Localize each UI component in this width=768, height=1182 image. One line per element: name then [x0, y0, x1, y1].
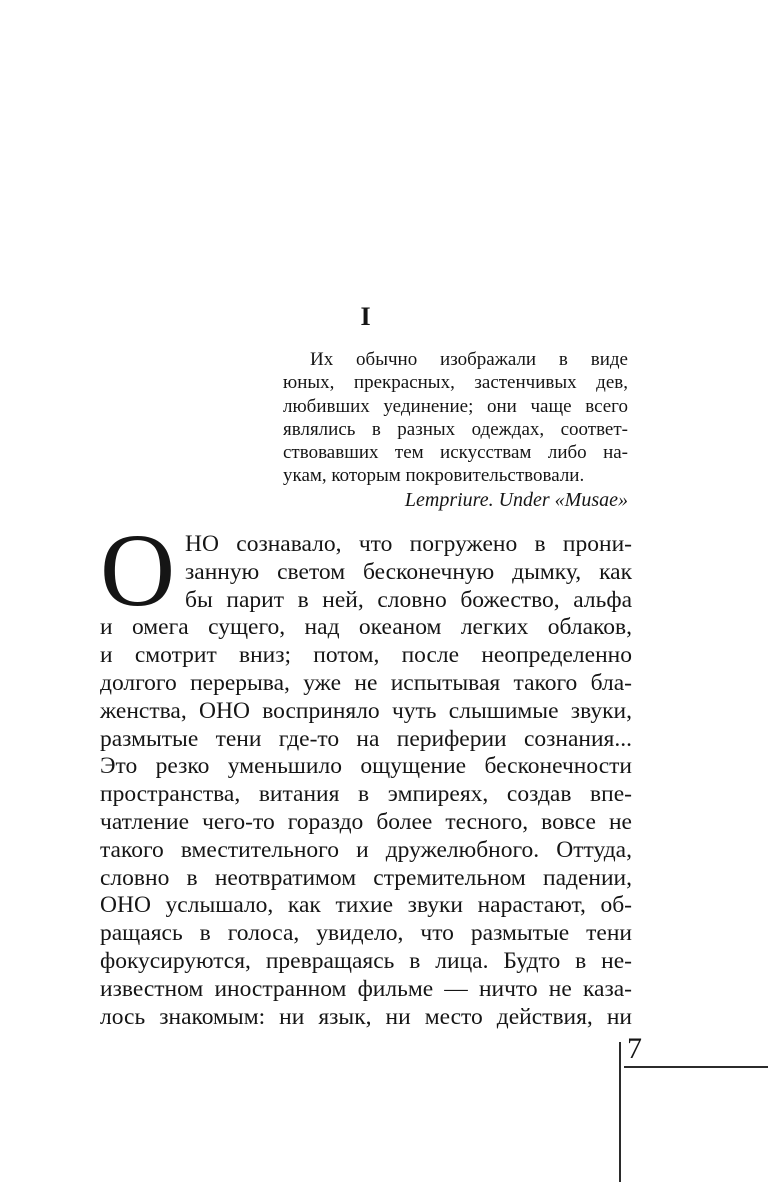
- body-line: известном иностранном фильме — ничто не каза-: [100, 975, 632, 1002]
- body-line: НО сознавало, что погружено в прони-: [185, 531, 632, 557]
- body-line: словно в неотвратимом стремительном падении,: [100, 864, 632, 891]
- epigraph-line: Их обычно изображали в виде: [310, 349, 628, 370]
- body-line: Это резко уменьшило ощущение бесконечности: [100, 753, 632, 780]
- epigraph-line: укам, которым покровительствовали.: [283, 465, 585, 487]
- epigraph-attribution: Lempriure. Under «Musae»: [404, 489, 628, 511]
- chapter-number: I: [360, 302, 372, 331]
- body-line: такого вместительного и дружелюбного. Оттуда,: [100, 836, 632, 863]
- body-line: ОНО услышало, как тихие звуки нарастают, об-: [100, 892, 632, 919]
- epigraph-line: юных, прекрасных, застенчивых дев,: [283, 372, 628, 394]
- epigraph-line: любивших уединение; они чаще всего: [283, 395, 628, 417]
- body-line: фокусируются, превращаясь в лица. Будто в не-: [100, 947, 632, 974]
- epigraph-line: ствовавших тем искусствам либо на-: [283, 442, 628, 464]
- body-paragraph: [100, 513, 632, 1031]
- body-line: ращаясь в голоса, увидело, что размытые тени: [100, 920, 632, 947]
- body-line: чатление чего-то гораздо более тесного, вовсе не: [100, 808, 632, 835]
- page-number: 7: [627, 1032, 642, 1065]
- epigraph: [283, 348, 628, 488]
- body-line: и смотрит вниз; потом, после неопределенно: [100, 642, 632, 669]
- body-line: лось знакомым: ни язык, ни место действия, ни: [100, 1003, 632, 1030]
- body-line: долгого перерыва, уже не испытывая такого бла-: [100, 669, 632, 696]
- corner-rule-horizontal: [624, 1066, 768, 1068]
- body-line: бы парит в ней, словно божество, альфа: [185, 586, 632, 613]
- body-line: женства, ОНО восприняло чуть слышимые звуки,: [100, 697, 632, 724]
- body-line: занную светом бесконечную дымку, как: [185, 558, 632, 585]
- body-line: и омега сущего, над океаном легких облаков,: [100, 614, 632, 641]
- body-line: пространства, витания в эмпиреях, создав впе-: [100, 781, 632, 808]
- corner-rule-vertical: [619, 1042, 621, 1182]
- drop-cap: О: [100, 513, 176, 628]
- epigraph-line: являлись в разных одеждах, соответ-: [283, 418, 628, 440]
- body-line: размытые тени где-то на периферии сознания...: [100, 725, 632, 752]
